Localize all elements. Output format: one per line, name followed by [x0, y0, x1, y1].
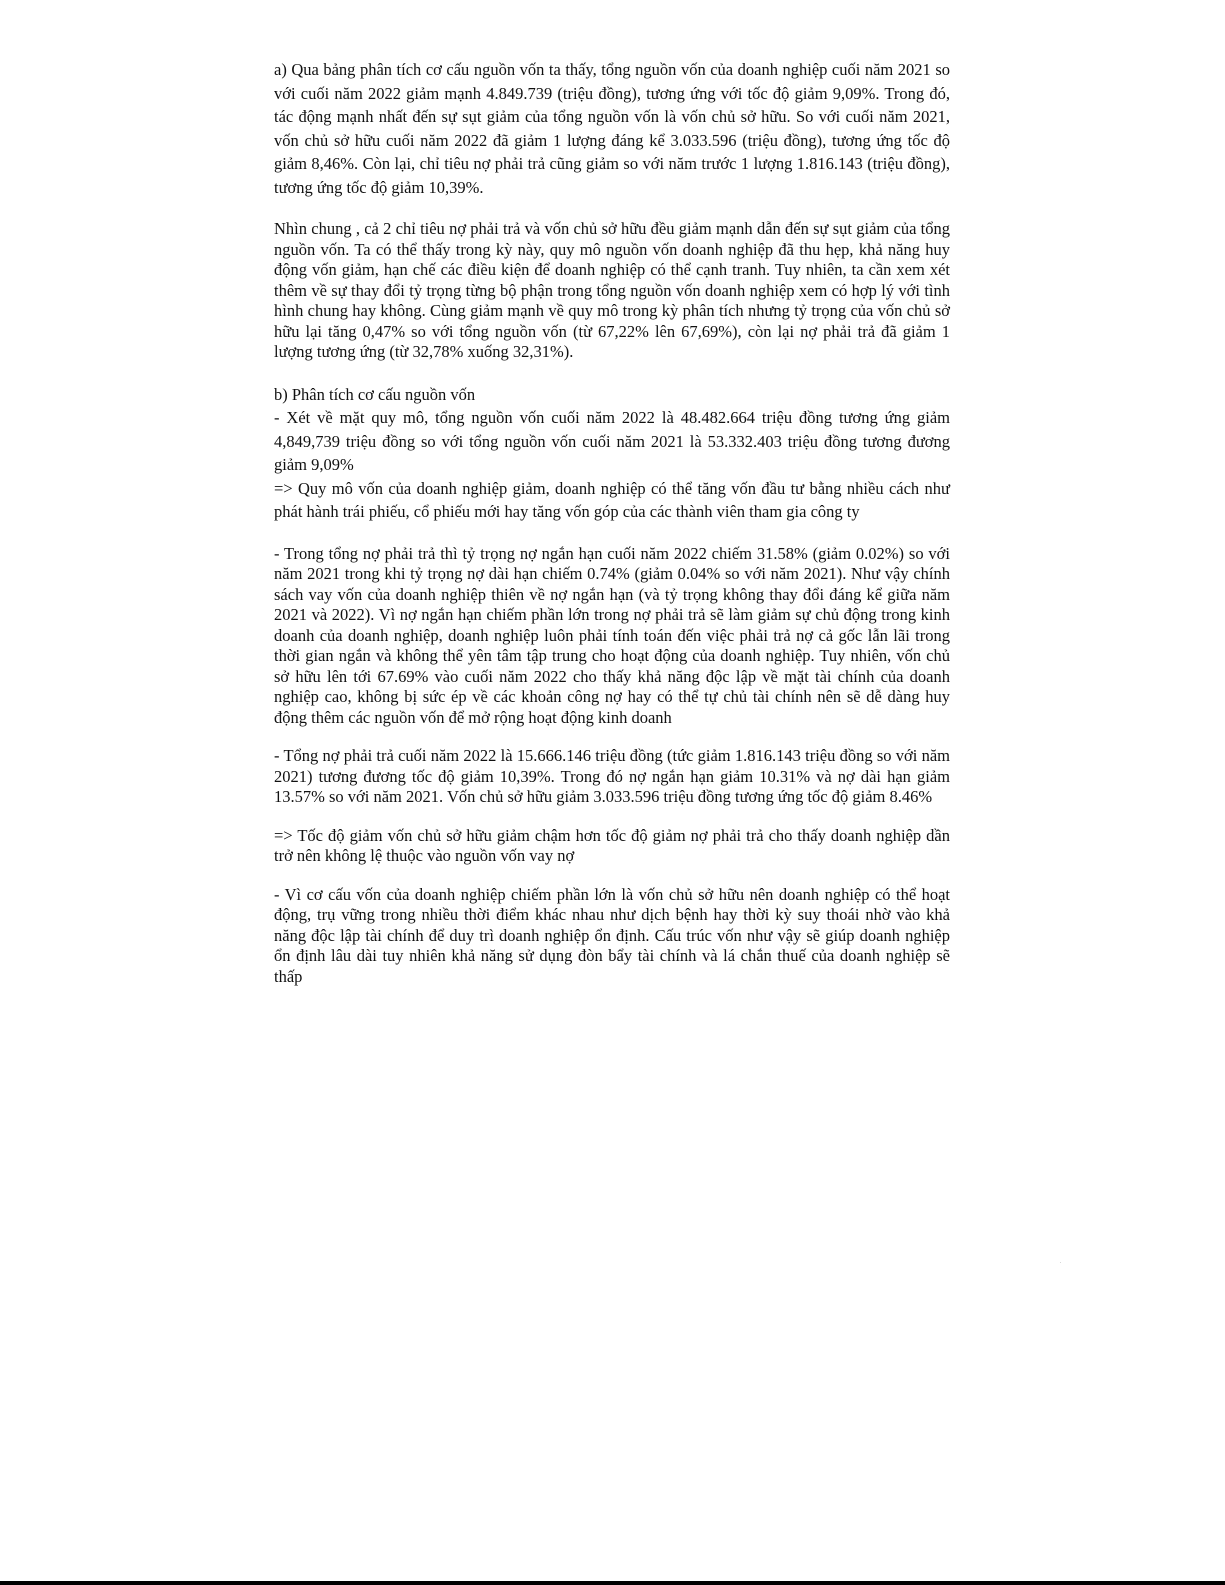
- paragraph-debt-conclusion: => Tốc độ giảm vốn chủ sở hữu giảm chậm hơn tốc độ giảm nợ phải trả cho thấy doanh nghiệp dần trở nên không lệ thuộc vào nguồn vốn vay nợ: [274, 825, 950, 865]
- paragraph-summary-a: a) Qua bảng phân tích cơ cấu nguồn vốn ta thấy, tổng nguồn vốn của doanh nghiệp cuối năm 2021 so với cuối năm 2022 giảm mạnh 4.849.739 (triệu đồng), tương ứng với tốc độ giảm 9,09%. Trong đó, tác động mạnh nhất đến sự sụt giảm của tổng nguồn vốn là vốn chủ sở hữu. So với cuối năm 2021, vốn chủ sở hữu cuối năm 2022 đã giảm 1 lượng đáng kể 3.033.596 (triệu đồng), tương ứng tốc độ giảm 8,46%. Còn lại, chỉ tiêu nợ phải trả cũng giảm so với năm trước 1 lượng 1.816.143 (triệu đồng), tương ứng tốc độ giảm 10,39%.: [274, 60, 950, 197]
- section-heading-b: b) Phân tích cơ cấu nguồn vốn: [274, 384, 476, 404]
- paragraph-capital-structure: - Vì cơ cấu vốn của doanh nghiệp chiếm phần lớn là vốn chủ sở hữu nên doanh nghiệp có thể hoạt động, trụ vững trong nhiều thời điểm khác nhau như dịch bệnh hay thời kỳ suy thoái nhờ vào khả năng độc lập tài chính để duy trì doanh nghiệp ổn định. Cấu trúc vốn như vậy sẽ giúp doanh nghiệp ổn định lâu dài tuy nhiên khả năng sử dụng đòn bẩy tài chính và lá chắn thuế của doanh nghiệp sẽ thấp: [274, 884, 950, 986]
- paragraph-overview: Nhìn chung , cả 2 chỉ tiêu nợ phải trả và vốn chủ sở hữu đều giảm mạnh dẫn đến sự sụt giảm của tổng nguồn vốn. Ta có thể thấy trong kỳ này, quy mô nguồn vốn doanh nghiệp đã thu hẹp, khả năng huy động vốn giảm, hạn chế các điều kiện để doanh nghiệp có thể cạnh tranh. Tuy nhiên, ta cần xem xét thêm về sự thay đổi tỷ trọng từng bộ phận trong tổng nguồn vốn doanh nghiệp xem có hợp lý với tình hình chung hay không. Cùng giảm mạnh về quy mô trong kỳ phân tích nhưng tỷ trọng của vốn chủ sở hữu lại tăng 0,47% so với tổng nguồn vốn (từ 67,22% lên 67,69%), còn lại nợ phải trả đã giảm 1 lượng tương ứng (từ 32,78% xuống 32,31%).: [274, 219, 950, 361]
- document-body: [274, 58, 950, 987]
- paragraph-scale: - Xét về mặt quy mô, tổng nguồn vốn cuối năm 2022 là 48.482.664 triệu đồng tương ứng giảm 4,849,739 triệu đồng so với tổng nguồn vốn cuối năm 2021 là 53.332.403 triệu đồng tương đương giảm 9,09%: [274, 408, 950, 474]
- paragraph-debt-structure: - Trong tổng nợ phải trả thì tỷ trọng nợ ngắn hạn cuối năm 2022 chiếm 31.58% (giảm 0.02%) so với năm 2021 trong khi tỷ trọng nợ dài hạn chiếm 0.74% (giảm 0.04% so với năm 2021). Như vậy chính sách vay vốn của doanh nghiệp thiên về nợ ngắn hạn (và tỷ trọng không thay đổi đáng kể giữa năm 2021 và 2022). Vì nợ ngắn hạn chiếm phần lớn trong nợ phải trả sẽ làm giảm sự chủ động trong kinh doanh của doanh nghiệp, doanh nghiệp luôn phải tính toán đến việc phải trả nợ cả gốc lẫn lãi trong thời gian ngắn và không thể yên tâm tập trung cho hoạt động của doanh nghiệp. Tuy nhiên, vốn chủ sở hữu lên tới 67.69% vào cuối năm 2022 cho thấy khả năng độc lập về mặt tài chính của doanh nghiệp cao, không bị sức ép về các khoản công nợ hay có thể tự chủ tài chính nên sẽ dễ dàng huy động thêm các nguồn vốn để mở rộng hoạt động kinh doanh: [274, 543, 950, 727]
- paragraph-total-debt: - Tổng nợ phải trả cuối năm 2022 là 15.666.146 triệu đồng (tức giảm 1.816.143 triệu đồng so với năm 2021) tương đương tốc độ giảm 10,39%. Trong đó nợ ngắn hạn giảm 10.31% và nợ dài hạn giảm 13.57% so với năm 2021. Vốn chủ sở hữu giảm 3.033.596 triệu đồng tương ứng tốc độ giảm 8.46%: [274, 746, 950, 806]
- scan-speck: [1060, 1262, 1061, 1263]
- page-bottom-border: [0, 1581, 1225, 1585]
- paragraph-scale-conclusion: => Quy mô vốn của doanh nghiệp giảm, doanh nghiệp có thể tăng vốn đầu tư bằng nhiều cách như phát hành trái phiếu, cổ phiếu mới hay tăng vốn góp của các thành viên tham gia công ty: [274, 478, 950, 521]
